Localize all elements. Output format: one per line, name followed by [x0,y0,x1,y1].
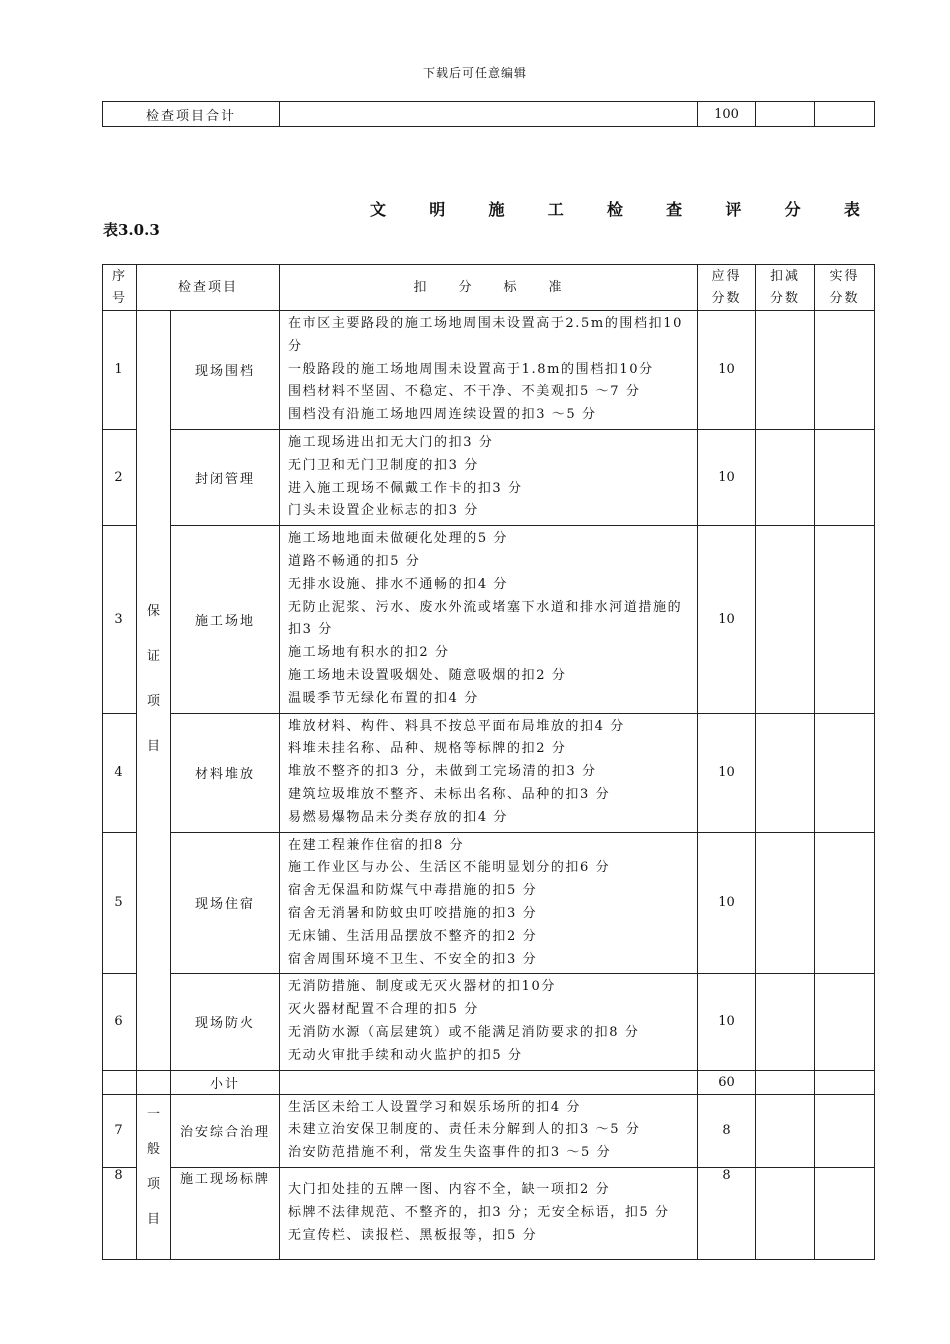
criteria-line: 宿舍无消暑和防蚊虫叮咬措施的扣3 分 [288,905,538,921]
criteria-line: 无床铺、生活用品摆放不整齐的扣2 分 [288,928,538,944]
row-should-score: 10 [698,429,756,525]
header-row [103,265,875,311]
criteria-line: 施工作业区与办公、生活区不能明显划分的扣6 分 [288,860,611,876]
subtotal-score: 60 [698,1070,756,1094]
criteria-line: 施工场地有积水的扣2 分 [288,645,450,661]
criteria-line: 未建立治安保卫制度的、责任未分解到人的扣3 ～5 分 [288,1122,641,1138]
row-item: 现场围档 [171,311,280,430]
row-seq: 7 [103,1094,137,1167]
subtotal-seq-cell [103,1070,137,1094]
row-should-score: 8 [698,1094,756,1167]
col-deduct-line: 扣减 [770,268,801,284]
row-deduct-score [756,1167,815,1259]
group-char: 项 [146,1176,160,1192]
group-char: 保 [146,604,160,619]
group-label [137,1094,171,1259]
col-actual-line: 分数 [829,290,860,306]
title-char: 分 [784,200,801,219]
group-char: 项 [146,694,160,709]
col-seq-line: 序 [111,268,127,284]
row-should-score: 10 [698,832,756,974]
row-deduct-score [756,832,815,974]
criteria-cell [280,429,698,525]
row-item: 施工现场标牌 [171,1167,280,1259]
criteria-line: 在市区主要路段的施工场地周围未设置高于2.5m的围档扣10分 [288,316,683,354]
previous-total-table [102,101,875,127]
row-item: 封闭管理 [171,429,280,525]
criteria-line: 大门扣处挂的五牌一图、内容不全，缺一项扣2 分 [288,1182,611,1198]
row-actual-score [815,311,875,430]
row-item: 治安综合治理 [171,1094,280,1167]
row-item: 现场住宿 [171,832,280,974]
criteria-cell [280,713,698,832]
criteria-line: 无消防措施、制度或无灭火器材的扣10分 [288,979,556,995]
subtotal-group-cell [137,1070,171,1094]
subtotal-actual-cell [815,1070,875,1094]
col-actual-score [815,265,875,311]
criteria-line: 堆放材料、构件、料具不按总平面布局堆放的扣4 分 [288,718,625,734]
criteria-line: 门头未设置企业标志的扣3 分 [288,503,479,519]
criteria-cell [280,311,698,430]
row-actual-score [815,1094,875,1167]
col-seq-line: 号 [111,290,127,306]
total-score: 100 [698,102,756,127]
table-row [103,974,875,1070]
subtotal-label: 小计 [171,1070,280,1094]
criteria-line: 一般路段的施工场地周围未设置高于1.8m的围档扣10分 [288,361,654,377]
criteria-line: 进入施工现场不佩戴工作卡的扣3 分 [288,480,523,496]
group-label [137,311,171,1071]
subtotal-deduct-cell [756,1070,815,1094]
criteria-line: 无门卫和无门卫制度的扣3 分 [288,457,479,473]
criteria-cell [280,1167,698,1259]
title-char: 工 [547,200,564,219]
col-should-score [698,265,756,311]
criteria-line: 围档没有沿施工场地四周连续设置的扣3 ～5 分 [288,407,597,423]
row-actual-score [815,526,875,713]
title-char: 查 [666,200,683,219]
row-should-score: 10 [698,526,756,713]
criteria-line: 无宣传栏、读报栏、黑板报等，扣5 分 [288,1227,538,1243]
table-row [103,832,875,974]
row-item: 施工场地 [171,526,280,713]
guarantee-rows [103,311,875,1071]
criteria-line: 温暖季节无绿化布置的扣4 分 [288,690,479,706]
table-row [103,526,875,713]
col-should-line: 分数 [711,290,742,306]
col-seq [103,265,137,311]
criteria-line: 在建工程兼作住宿的扣8 分 [288,837,465,853]
criteria-line: 治安防范措施不利，常发生失盗事件的扣3 ～5 分 [288,1145,612,1161]
table-row [103,1167,875,1259]
title-char: 检 [606,200,623,219]
col-standard: 扣 分 标 准 [280,265,698,311]
row-item: 材料堆放 [171,713,280,832]
row-seq: 3 [103,526,137,713]
row-should-score: 10 [698,713,756,832]
row-actual-score [815,832,875,974]
row-deduct-score [756,311,815,430]
row-deduct-score [756,526,815,713]
row-seq: 8 [103,1167,137,1259]
criteria-line: 宿舍无保温和防煤气中毒措施的扣5 分 [288,883,538,899]
criteria-line: 施工场地未设置吸烟处、随意吸烟的扣2 分 [288,667,567,683]
total-actual-cell [815,102,875,127]
title-char: 表 [843,200,860,219]
row-seq: 1 [103,311,137,430]
total-row [103,102,875,127]
title-char: 明 [429,200,446,219]
row-deduct-score [756,1094,815,1167]
criteria-line: 施工场地地面未做硬化处理的5 分 [288,531,509,547]
table-row [103,1094,875,1167]
col-item: 检查项目 [137,265,280,311]
general-rows [103,1094,875,1259]
col-actual-line: 实得 [829,268,860,284]
criteria-line: 无消防水源（高层建筑）或不能满足消防要求的扣8 分 [288,1024,640,1040]
criteria-line: 易燃易爆物品未分类存放的扣4 分 [288,809,509,825]
criteria-line: 堆放不整齐的扣3 分，未做到工完场清的扣3 分 [288,764,597,780]
table-row [103,713,875,832]
group-char: 一 [146,1106,160,1122]
criteria-line: 无动火审批手续和动火监护的扣5 分 [288,1047,523,1063]
title-char: 文 [370,200,387,219]
score-table [102,264,875,1260]
criteria-line: 灭火器材配置不合理的扣5 分 [288,1002,479,1018]
col-should-line: 应得 [711,268,742,284]
row-item: 现场防火 [171,974,280,1070]
group-char: 目 [146,739,160,754]
subtotal-row [103,1070,875,1094]
criteria-line: 生活区未给工人设置学习和娱乐场所的扣4 分 [288,1099,582,1115]
row-deduct-score [756,974,815,1070]
table-row [103,429,875,525]
title-char: 施 [488,200,505,219]
criteria-cell [280,974,698,1070]
row-actual-score [815,974,875,1070]
table-number: 表3.0.3 [103,221,160,239]
row-should-score: 10 [698,974,756,1070]
table-row [103,311,875,430]
group-char: 证 [146,649,160,664]
row-deduct-score [756,429,815,525]
row-seq: 5 [103,832,137,974]
criteria-line: 无排水设施、排水不通畅的扣4 分 [288,576,509,592]
criteria-cell [280,832,698,974]
total-deduct-cell [756,102,815,127]
row-actual-score [815,1167,875,1259]
header-note: 下载后可任意编辑 [422,66,527,80]
criteria-line: 宿舍周围环境不卫生、不安全的扣3 分 [288,951,538,967]
group-char: 般 [146,1141,160,1157]
table-title [370,197,860,220]
row-should-score: 8 [698,1167,756,1259]
row-seq: 6 [103,974,137,1070]
criteria-cell [280,526,698,713]
criteria-line: 建筑垃圾堆放不整齐、未标出名称、品种的扣3 分 [288,786,611,802]
total-label: 检查项目合计 [103,102,280,127]
criteria-cell [280,1094,698,1167]
row-should-score: 10 [698,311,756,430]
criteria-line: 标牌不法律规范、不整齐的，扣3 分；无安全标语，扣5 分 [288,1204,670,1220]
row-seq: 2 [103,429,137,525]
row-actual-score [815,713,875,832]
criteria-line: 围档材料不坚固、不稳定、不干净、不美观扣5 ～7 分 [288,384,641,400]
criteria-line: 料堆未挂名称、品种、规格等标牌的扣2 分 [288,741,567,757]
row-deduct-score [756,713,815,832]
col-deduct-score [756,265,815,311]
subtotal-standard-cell [280,1070,698,1094]
title-char: 评 [725,200,742,219]
row-actual-score [815,429,875,525]
criteria-line: 道路不畅通的扣5 分 [288,553,421,569]
group-char: 目 [146,1211,160,1227]
criteria-line: 无防止泥浆、污水、废水外流或堵塞下水道和排水河道措施的扣3 分 [288,599,683,638]
criteria-line: 施工现场进出扣无大门的扣3 分 [288,434,494,450]
row-seq: 4 [103,713,137,832]
total-standard-cell [280,102,698,127]
col-deduct-line: 分数 [770,290,801,306]
